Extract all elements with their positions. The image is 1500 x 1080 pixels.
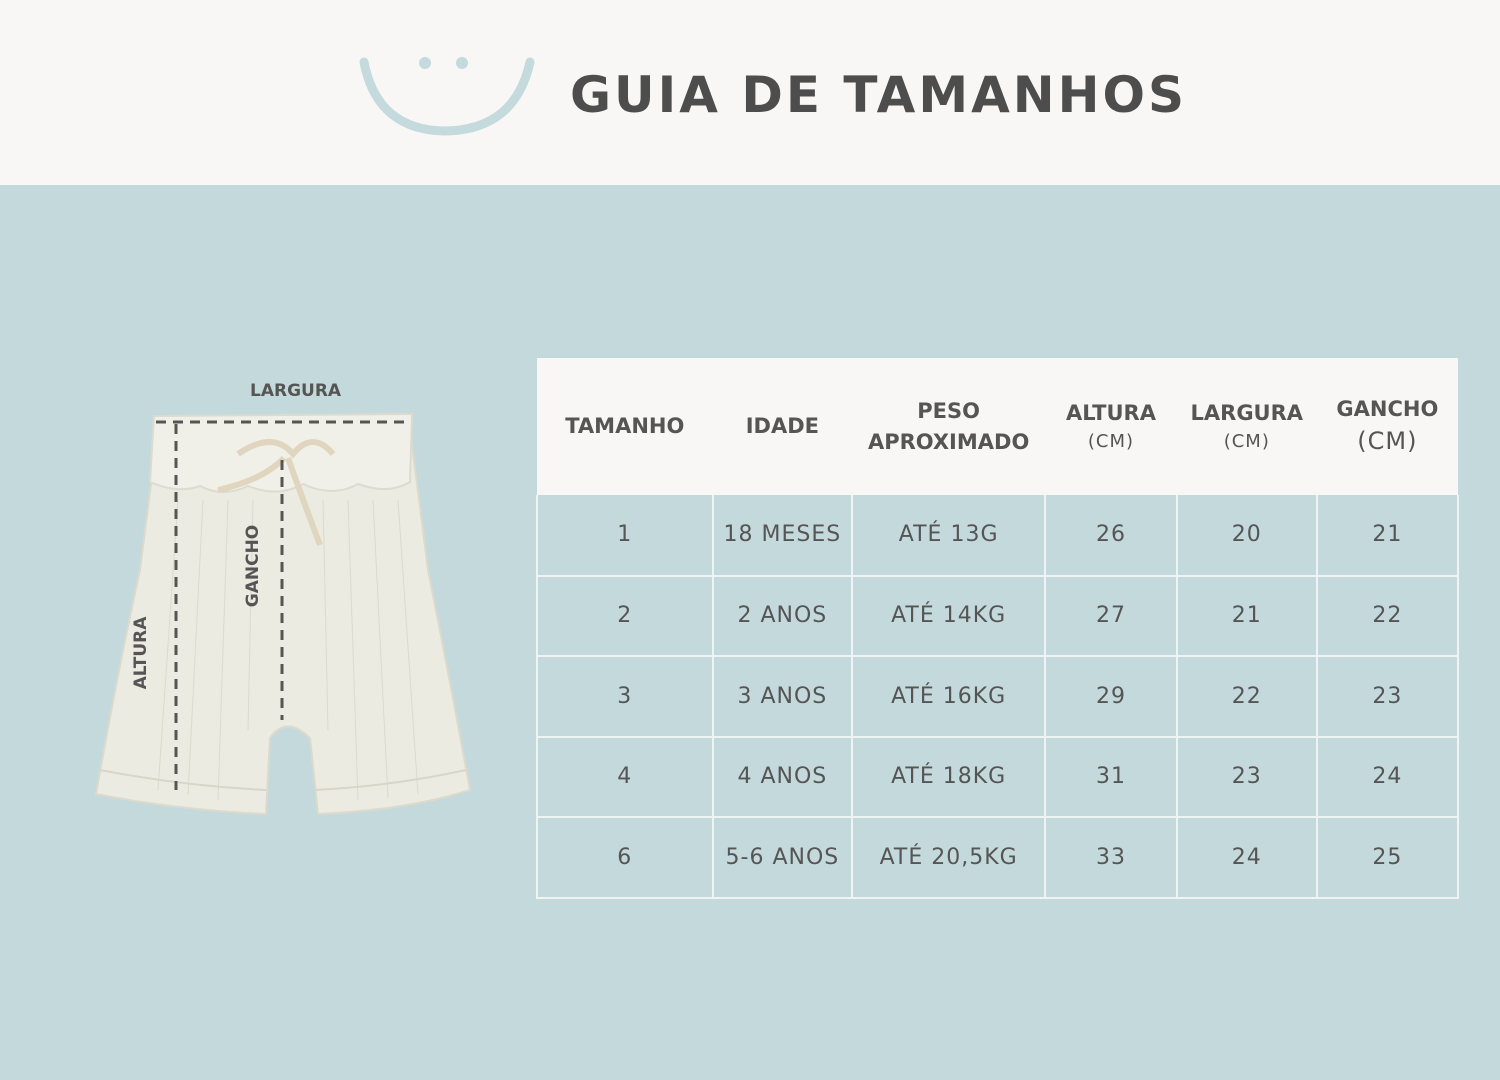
table-row	[537, 495, 1458, 576]
table-cell: ATÉ 13G	[852, 495, 1045, 576]
table-cell: 3	[537, 656, 713, 737]
table-cell: ATÉ 14KG	[852, 576, 1045, 657]
table-cell: 23	[1317, 656, 1458, 737]
size-table	[536, 358, 1459, 899]
table-row	[537, 656, 1458, 737]
table-cell: 23	[1177, 737, 1317, 818]
header-size: TAMANHO	[565, 414, 685, 439]
page-title: GUIA DE TAMANHOS	[570, 66, 1187, 124]
table-cell: 29	[1045, 656, 1177, 737]
table-cell: 20	[1177, 495, 1317, 576]
header-age: IDADE	[745, 414, 820, 439]
table-cell: 21	[1177, 576, 1317, 657]
table-cell: 4	[537, 737, 713, 818]
header-weight: PESO APROXIMADO	[867, 399, 1030, 454]
table-cell: 2 ANOS	[713, 576, 853, 657]
table-cell: 25	[1317, 817, 1458, 898]
table-cell: 5-6 ANOS	[713, 817, 853, 898]
table-cell: ATÉ 18KG	[852, 737, 1045, 818]
table-cell: 18 MESES	[713, 495, 853, 576]
table-cell: 31	[1045, 737, 1177, 818]
table-cell: ATÉ 16KG	[852, 656, 1045, 737]
header-crotch: GANCHO (CM)	[1336, 396, 1439, 456]
table-cell: 4 ANOS	[713, 737, 853, 818]
table-cell: 22	[1177, 656, 1317, 737]
table-cell: 3 ANOS	[713, 656, 853, 737]
height-label: ALTURA	[131, 616, 151, 690]
header-width: LARGURA (CM)	[1190, 401, 1304, 452]
width-label: LARGURA	[250, 381, 342, 401]
table-cell: 26	[1045, 495, 1177, 576]
header-band	[0, 0, 1500, 185]
table-row	[537, 817, 1458, 898]
table-cell: 27	[1045, 576, 1177, 657]
table-cell: 1	[537, 495, 713, 576]
smiley-face-icon	[355, 45, 540, 145]
table-cell: 21	[1317, 495, 1458, 576]
table-row	[537, 737, 1458, 818]
table-cell: 24	[1317, 737, 1458, 818]
table-cell: 2	[537, 576, 713, 657]
table-cell: 6	[537, 817, 713, 898]
table-cell: 22	[1317, 576, 1458, 657]
table-cell: 24	[1177, 817, 1317, 898]
crotch-label: GANCHO	[243, 524, 263, 608]
table-cell: ATÉ 20,5KG	[852, 817, 1045, 898]
header-height: ALTURA (CM)	[1066, 401, 1156, 452]
table-header-row	[537, 358, 1458, 495]
table-row	[537, 576, 1458, 657]
shorts-illustration	[88, 370, 488, 830]
table-cell: 33	[1045, 817, 1177, 898]
